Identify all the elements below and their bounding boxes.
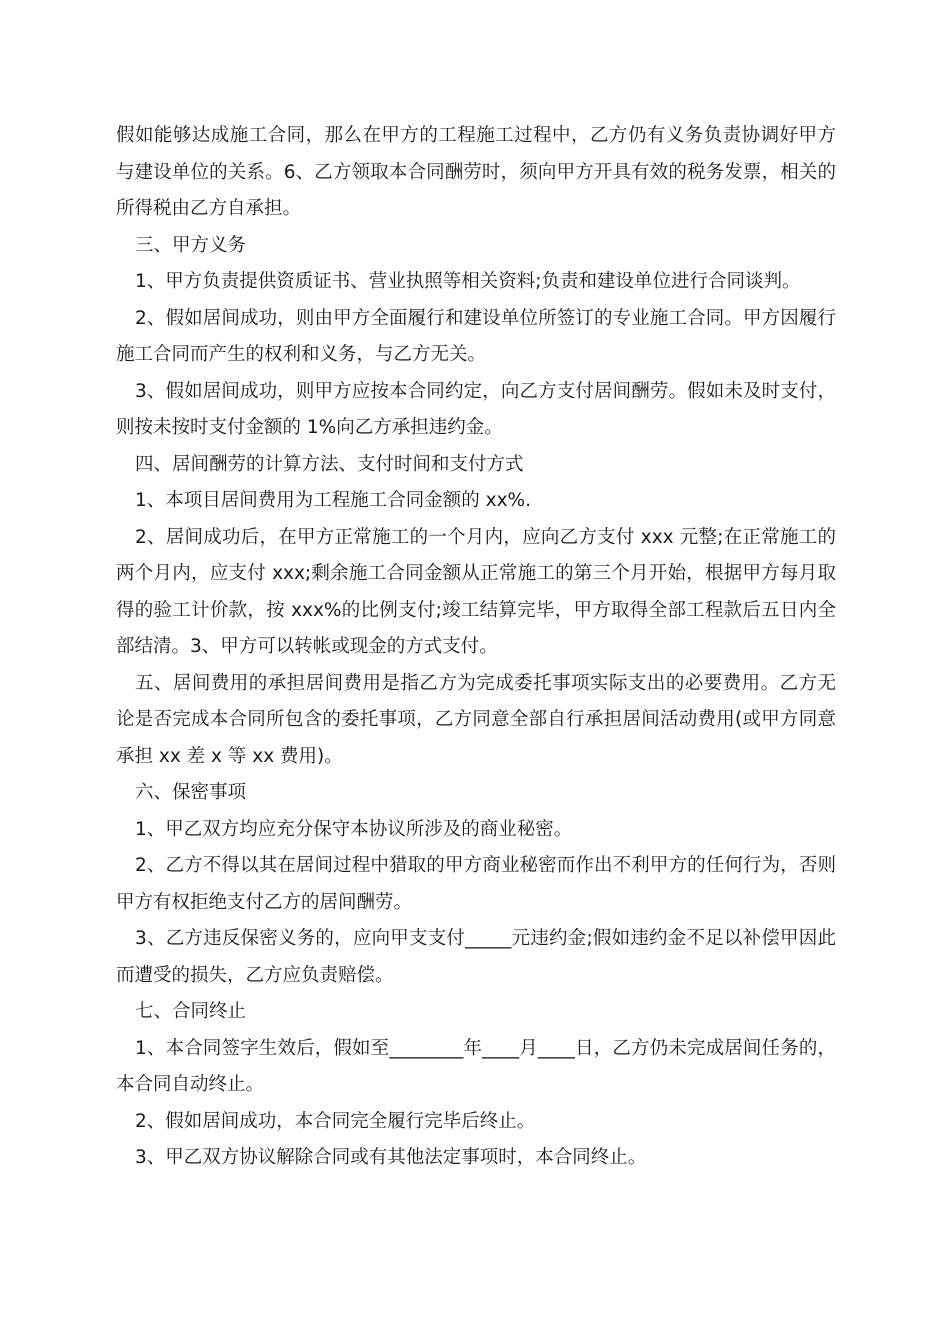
clause-conf3: 3、乙方违反保密义务的，应向甲支支付_____元违约金;假如违约金不足以补偿甲因此而遭受的损失，乙方应负责赔偿。	[116, 928, 836, 986]
section-heading-fee-calculation: 四、居间酬劳的计算方法、支付时间和支付方式	[135, 453, 524, 475]
clause-term3: 3、甲乙双方协议解除合同或有其他法定事项时，本合同终止。	[135, 1147, 647, 1168]
clause-fee1: 1、本项目居间费用为工程施工合同金额的 xx%.	[135, 490, 532, 511]
section-heading-confidentiality: 六、保密事项	[135, 782, 247, 803]
section-heading-termination: 七、合同终止	[135, 1001, 247, 1022]
clause-term2: 2、假如居间成功，本合同完全履行完毕后终止。	[135, 1110, 536, 1132]
clause-a3: 3、假如居间成功，则甲方应按本合同约定，向乙方支付居间酬劳。假如未及时支付，则按未按时支付金额的 1%向乙方承担违约金。	[116, 380, 836, 438]
clause-conf2: 2、乙方不得以其在居间过程中猎取的甲方商业秘密而作出不利甲方的任何行为，否则甲方有权拒绝支付乙方的居间酬劳。	[116, 855, 836, 913]
clause-term1: 1、本合同签字生效后，假如至________年____月____日，乙方仍未完成居间任务的，本合同自动终止。	[116, 1037, 836, 1095]
clause-fee2: 2、居间成功后，在甲方正常施工的一个月内，应向乙方支付 xxx 元整;在正常施工的两个月内，应支付 xxx;剩余施工合同金额从正常施工的第三个月开始，根据甲方每月取得的验工计价款，按 xxx%的比例支付;竣工结算完毕，甲方取得全部工程款后五日内全部结清。3、甲方可以转帐或现金的方式支付。	[116, 526, 836, 657]
clause-a1: 1、甲方负责提供资质证书、营业执照等相关资料;负责和建设单位进行合同谈判。	[135, 271, 801, 292]
clause-a2: 2、假如居间成功，则由甲方全面履行和建设单位所签订的专业施工合同。甲方因履行施工合同而产生的权利和义务，与乙方无关。	[116, 307, 836, 365]
clause-conf1: 1、甲乙双方均应充分保守本协议所涉及的商业秘密。	[135, 818, 573, 840]
section-heading-party-a-obligations: 三、甲方义务	[135, 234, 247, 256]
document-body	[116, 118, 836, 1177]
paragraph-continuation: 假如能够达成施工合同，那么在甲方的工程施工过程中，乙方仍有义务负责协调好甲方与建设单位的关系。6、乙方领取本合同酬劳时，须向甲方开具有效的税务发票，相关的所得税由乙方自承担。	[116, 125, 836, 219]
section-fee-bearing: 五、居间费用的承担居间费用是指乙方为完成委托事项实际支出的必要费用。乙方无论是否完成本合同所包含的委托事项，乙方同意全部自行承担居间活动费用(或甲方同意承担 xx 差 x 等 xx 费用)。	[116, 672, 836, 767]
